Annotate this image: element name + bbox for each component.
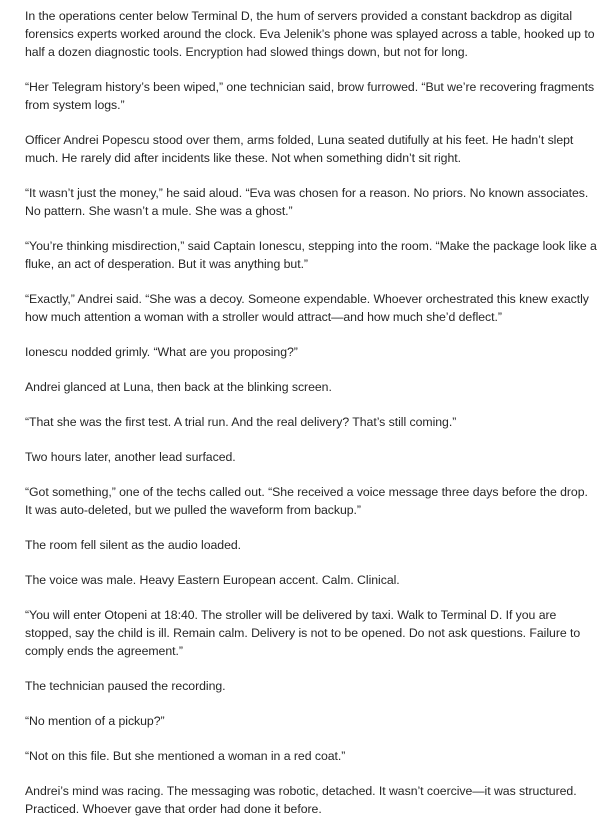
paragraph: Ionescu nodded grimly. “What are you proposing?” — [25, 345, 298, 359]
paragraph: Andrei glanced at Luna, then back at the blinking screen. — [25, 380, 332, 394]
paragraph: “That she was the first test. A trial run. And the real delivery? That’s still coming.” — [25, 415, 457, 429]
paragraph: “It wasn’t just the money,” he said aloud. “Eva was chosen for a reason. No priors. No known associates. No pattern. She wasn’t a mule. She was a ghost.” — [25, 186, 589, 218]
paragraph: “Got something,” one of the techs called out. “She received a voice message three days before the drop. It was auto-deleted, but we pulled the waveform from backup.” — [25, 485, 588, 517]
paragraph: The technician paused the recording. — [25, 679, 226, 693]
paragraph: “You’re thinking misdirection,” said Captain Ionescu, stepping into the room. “Make the package look like a fluke, an act of desperation. But it was anything but.” — [25, 239, 597, 271]
paragraph: The voice was male. Heavy Eastern European accent. Calm. Clinical. — [25, 573, 400, 587]
paragraph: “No mention of a pickup?” — [25, 714, 165, 728]
article-body — [25, 7, 597, 835]
paragraph: Andrei’s mind was racing. The messaging was robotic, detached. It wasn’t coercive—it was structured. Practiced. Whoever gave that order had done it before. — [25, 784, 577, 816]
paragraph: “You will enter Otopeni at 18:40. The stroller will be delivered by taxi. Walk to Terminal D. If you are stopped, say the child is ill. Remain calm. Delivery is not to be opened. Do not ask questions. Failure to comply ends the agreement.” — [25, 608, 581, 658]
paragraph: The room fell silent as the audio loaded. — [25, 538, 242, 552]
paragraph: Officer Andrei Popescu stood over them, arms folded, Luna seated dutifully at his feet. He hadn’t slept much. He rarely did after incidents like these. Not when something didn’t sit right. — [25, 133, 574, 165]
paragraph: Two hours later, another lead surfaced. — [25, 450, 236, 464]
paragraph: In the operations center below Terminal D, the hum of servers provided a constant backdrop as digital forensics experts worked around the clock. Eva Jelenik’s phone was splayed across a table, hooked up to half a dozen diagnostic tools. Encryption had slowed things down, but not for long. — [25, 9, 595, 59]
paragraph: “Her Telegram history’s been wiped,” one technician said, brow furrowed. “But we’re recovering fragments from system logs.” — [25, 80, 595, 112]
paragraph: “Not on this file. But she mentioned a woman in a red coat.” — [25, 749, 346, 763]
paragraph: “Exactly,” Andrei said. “She was a decoy. Someone expendable. Whoever orchestrated this knew exactly how much attention a woman with a stroller would attract—and how much she’d deflect.” — [25, 292, 589, 324]
